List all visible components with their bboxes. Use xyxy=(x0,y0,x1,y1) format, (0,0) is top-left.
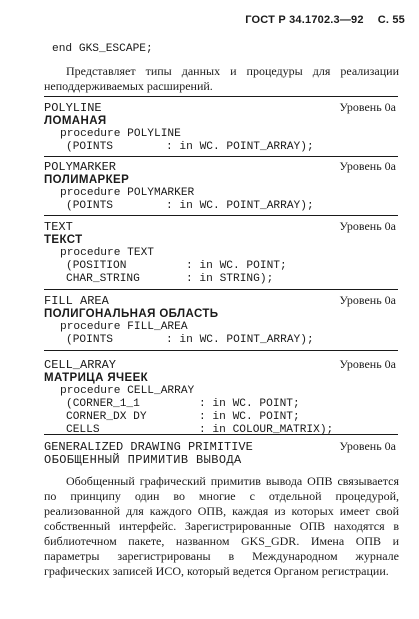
section-title-ru: ПОЛИГОНАЛЬНАЯ ОБЛАСТЬ xyxy=(44,308,219,320)
gdp-description-paragraph: Обобщенный графический примитив вывода ОПВ связывается по принципу один во многие с отдельной процедурой, реализованной для каждого ОПВ, каждая из которых имеет свой собственный интерфейс. Зарегистрированные ОПВ находятся в библиотечном пакете, названном GKS_GDR. Имена ОПВ и параметры зарегистрированы в Международном журнале графических записей ИСО, который ведется Органом регистрации. xyxy=(44,474,399,578)
section-title-ru: ТЕКСТ xyxy=(44,234,83,246)
standard-number: ГОСТ Р 34.1702.3—92 xyxy=(245,14,364,26)
section-title-ru: ПОЛИМАРКЕР xyxy=(44,174,130,186)
param-line: (CORNER_1_1 : in WC. POINT; xyxy=(66,398,300,410)
procedure-line: procedure POLYLINE xyxy=(60,128,181,140)
section-text xyxy=(44,220,398,286)
section-polyline xyxy=(44,101,398,154)
level-label: Уровень 0а xyxy=(339,293,396,307)
param-line: CHAR_STRING : in STRING); xyxy=(66,273,274,285)
level-label: Уровень 0а xyxy=(339,100,396,114)
section-cell-array xyxy=(44,358,398,437)
end-escape-line: end GKS_ESCAPE; xyxy=(52,43,153,55)
section-title-ru: ЛОМАНАЯ xyxy=(44,115,107,127)
section-divider xyxy=(44,215,398,216)
param-line: (POINTS : in WC. POINT_ARRAY); xyxy=(66,200,314,212)
level-label: Уровень 0а xyxy=(339,159,396,173)
param-line: CELLS : in COLOUR_MATRIX); xyxy=(66,424,334,436)
procedure-line: procedure TEXT xyxy=(60,247,154,259)
section-divider xyxy=(44,156,398,157)
section-divider xyxy=(44,434,398,435)
section-title-en: GENERALIZED DRAWING PRIMITIVE xyxy=(44,440,253,454)
param-line: (POSITION : in WC. POINT; xyxy=(66,260,287,272)
section-title-en: POLYMARKER xyxy=(44,160,117,174)
page-number: С. 55 xyxy=(377,14,405,26)
section-title-en: TEXT xyxy=(44,220,73,234)
section-title-en: POLYLINE xyxy=(44,101,102,115)
section-title-en: FILL AREA xyxy=(44,294,109,308)
section-polymarker xyxy=(44,160,398,213)
procedure-line: procedure FILL_AREA xyxy=(60,321,188,333)
section-gdp xyxy=(44,440,398,467)
section-divider xyxy=(44,289,398,290)
level-label: Уровень 0а xyxy=(339,357,396,371)
level-label: Уровень 0а xyxy=(339,219,396,233)
param-line: (POINTS : in WC. POINT_ARRAY); xyxy=(66,141,314,153)
level-label: Уровень 0а xyxy=(339,439,396,453)
section-divider xyxy=(44,350,398,351)
param-line: CORNER_DX DY : in WC. POINT; xyxy=(66,411,300,423)
section-fill-area xyxy=(44,294,398,347)
procedure-line: procedure POLYMARKER xyxy=(60,187,195,199)
page-header xyxy=(231,14,405,26)
section-title-en: CELL_ARRAY xyxy=(44,358,117,372)
section-title-ru: ОБОБЩЕННЫЙ ПРИМИТИВ ВЫВОДА xyxy=(44,453,242,467)
intro-paragraph: Представляет типы данных и процедуры для реализации неподдерживаемых расширений. xyxy=(44,64,399,93)
param-line: (POINTS : in WC. POINT_ARRAY); xyxy=(66,334,314,346)
section-divider xyxy=(44,96,398,97)
procedure-line: procedure CELL_ARRAY xyxy=(60,385,195,397)
section-title-ru: МАТРИЦА ЯЧЕЕК xyxy=(44,372,149,384)
